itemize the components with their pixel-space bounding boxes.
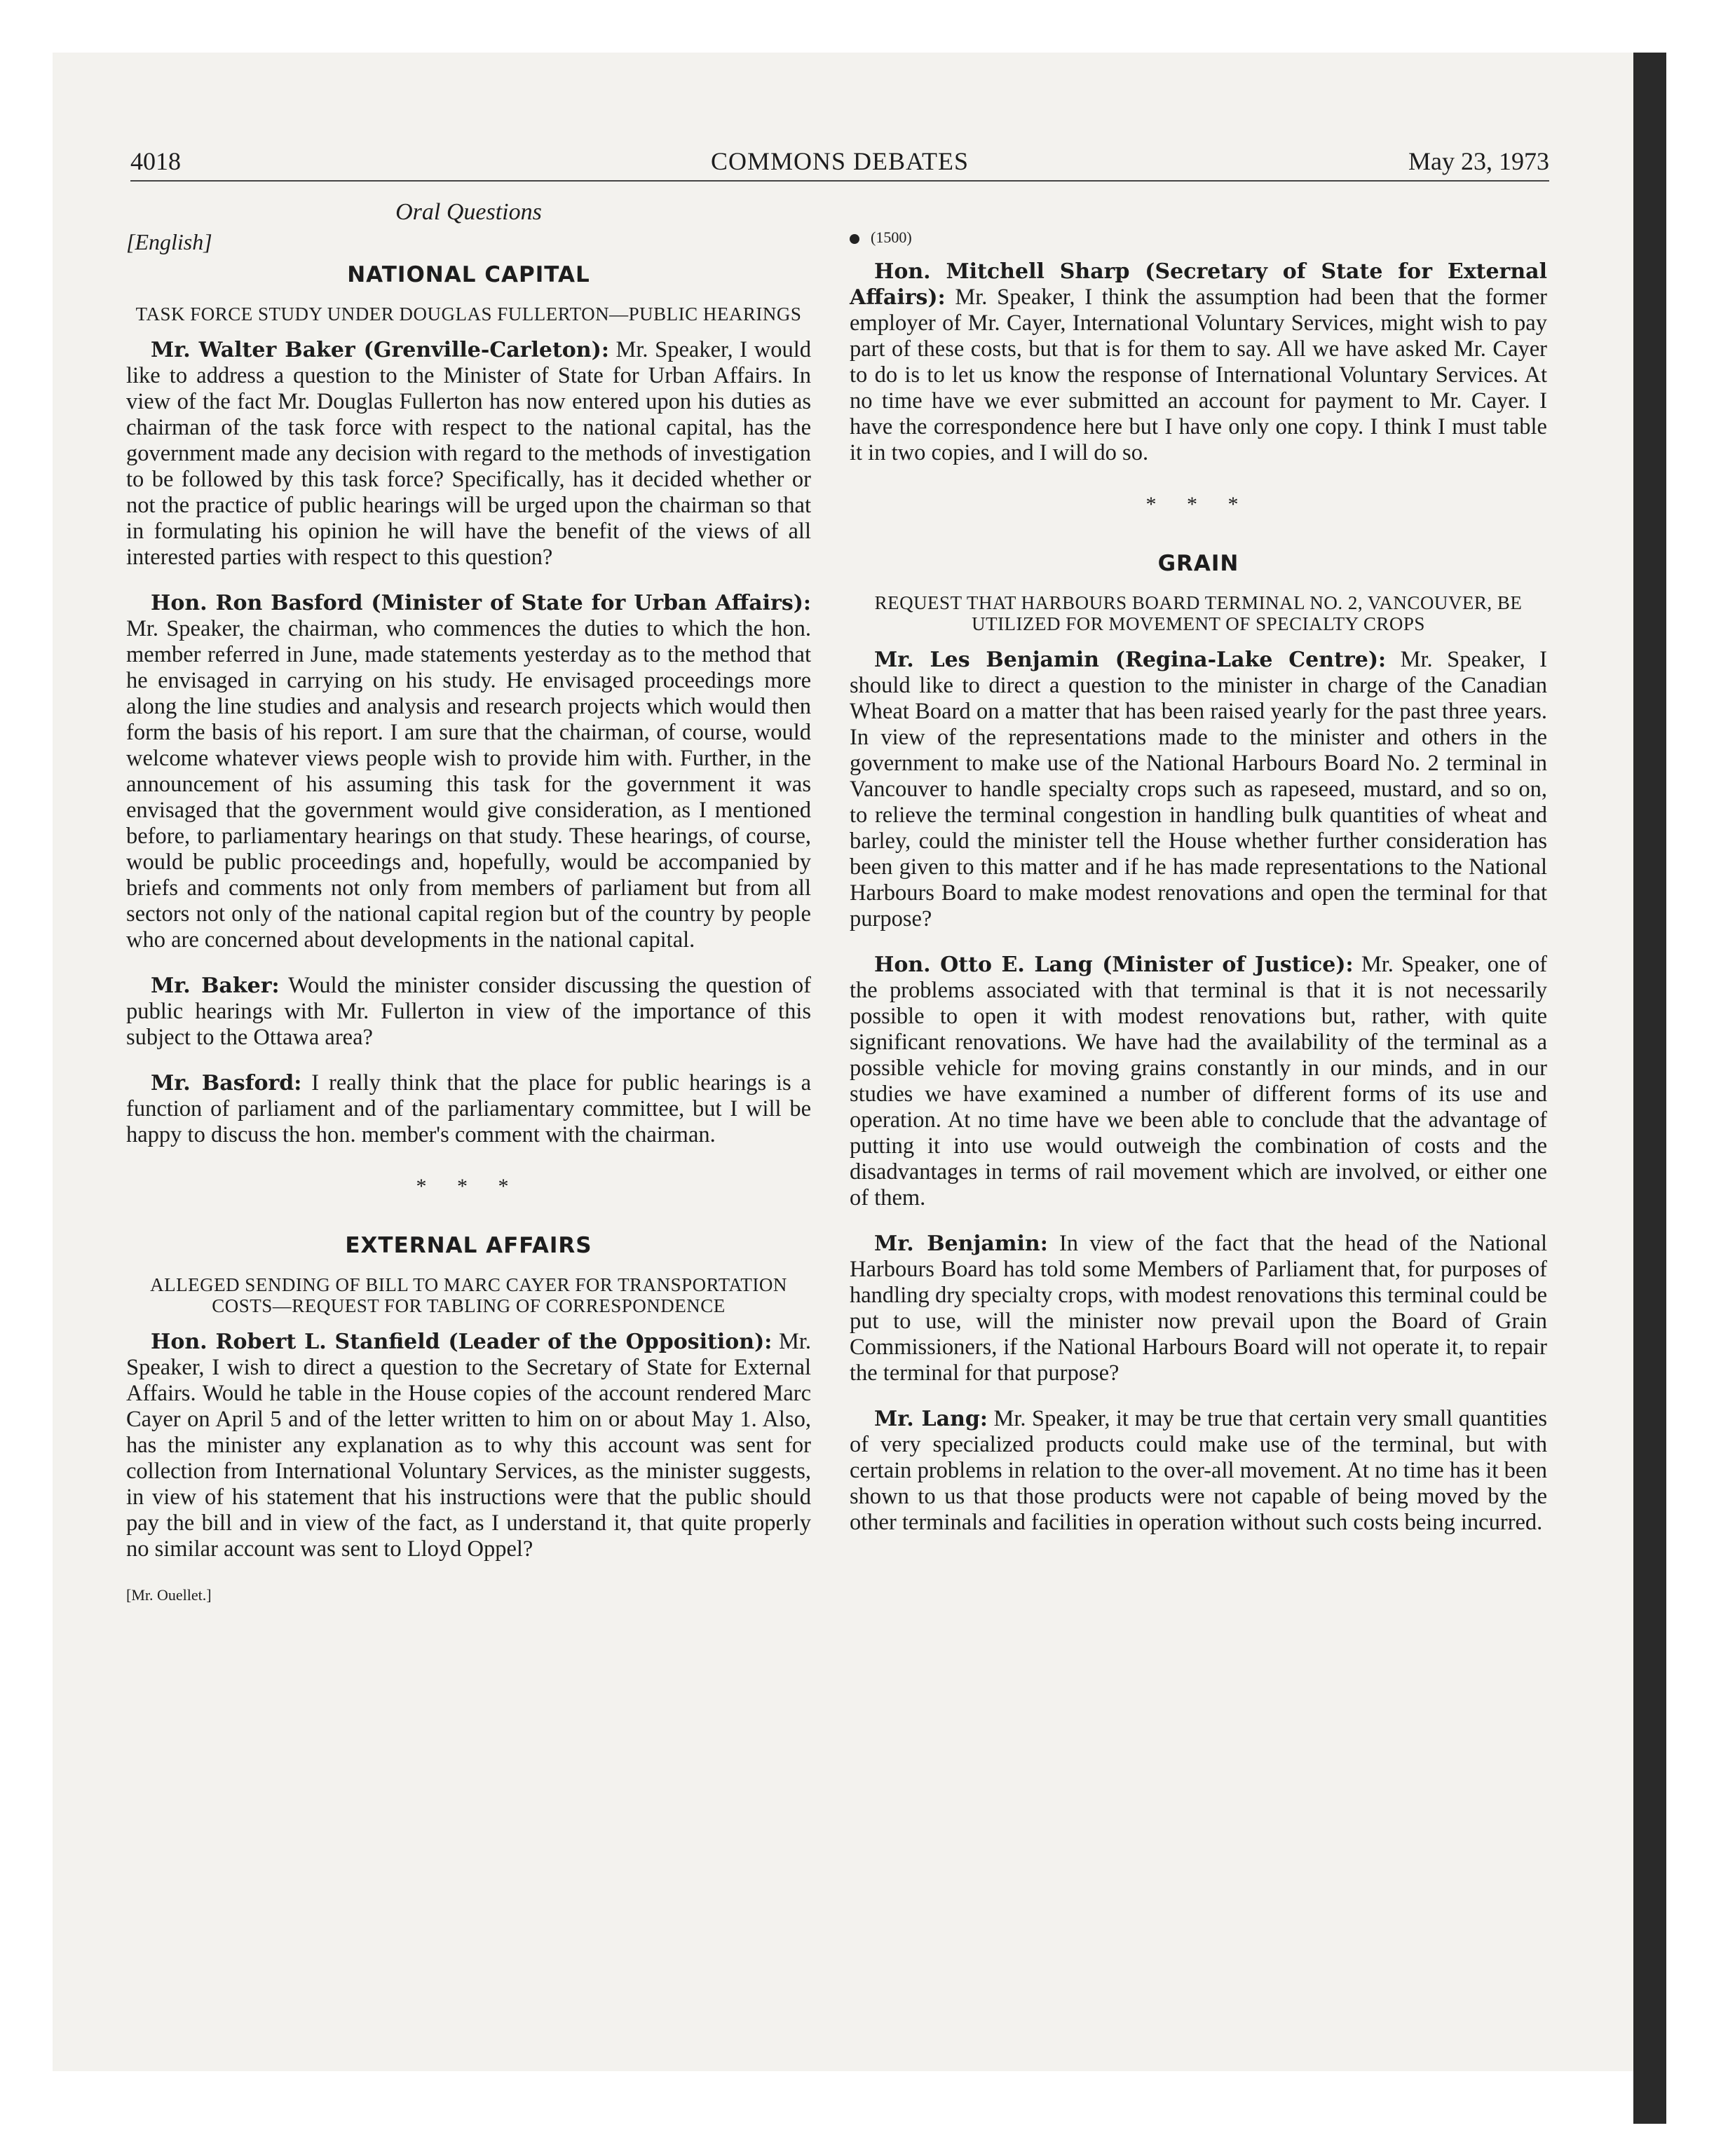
footer-note: [Mr. Ouellet.] [126,1586,212,1604]
speaker-name: Hon. Otto E. Lang (Minister of Justice): [874,953,1354,977]
speaker-name: Mr. Benjamin: [874,1231,1048,1256]
publication-date: May 23, 1973 [1408,147,1549,175]
speech-benjamin-1 [850,647,1547,932]
speech-text: Mr. Speaker, one of the problems associated with that terminal is that it is not necessarily possible to open it with modest renovations but, rather, with quite significant renovations. We have had the availability of the terminal as a possible vehicle for moving grains constantly in our minds, and in our studies we have examined a number of different forms of its use and operation. At no time have we been able to conclude that the advantage of putting it into use would outweigh the combination of costs and the disadvantages in terms of rail movement which are involved, or either one of them. [850,952,1547,1210]
section-separator: * * * [416,1175,522,1198]
time-marker-text: (1500) [871,228,912,246]
speech-text: Mr. Speaker, I think the assumption had been that the former employer of Mr. Cayer, International Voluntary Services, might wish to pay part of these costs, but that is for them to say. All we have asked Mr. Cayer to do is to let us know the response of International Voluntary Services. At no time have we ever submitted an account for payment to Mr. Cayer. I have the correspondence here but I have only one copy. I think I must table it in two copies, and I will do so. [850,285,1547,465]
speech-text: Would the minister consider discussing the question of public hearings with Mr. Fullerton in view of the importance of this subject to the Ottawa area? [126,973,812,1050]
section-heading-external-affairs: EXTERNAL AFFAIRS [345,1233,592,1258]
section-heading-national-capital: NATIONAL CAPITAL [347,262,590,287]
scan-edge-bar [1633,53,1666,2124]
section-label: Oral Questions [395,199,542,225]
time-marker [850,224,1547,250]
speech-text: Mr. Speaker, I would like to address a question to the Minister of State for Urban Affairs. In view of the fact Mr. Douglas Fullerton has now entered upon his duties as chairman of the task force with respect to the national capital, has the government made any decision with regard to the methods of investigation to be followed by this task force? Specifically, has it decided whether or not the practice of public hearings will be urged upon the chairman so that in formulating his opinion he will have the benefit of the views of all interested parties with respect to this question? [126,337,811,570]
bullet-icon [850,234,859,244]
speech-text: In view of the fact that the head of the National Harbours Board has told some Members of Parliament that, for purposes of handling dry specialty crops, with modest renovations this terminal could be put to use, will the minister now prevail upon the Board of Grain Commissioners, if the National Harbours Board will not operate it, to repair the terminal for that purpose? [850,1231,1547,1386]
speaker-name: Hon. Ron Basford (Minister of State for Urban Affairs): [151,591,811,615]
section-separator: * * * [1145,493,1251,516]
speaker-name: Mr. Les Benjamin (Regina-Lake Centre): [874,648,1387,672]
speaker-name: Mr. Lang: [874,1407,988,1431]
subheading-harbours-board: REQUEST THAT HARBOURS BOARD TERMINAL NO. 2, VANCOUVER, BE UTILIZED FOR MOVEMENT OF SPECIALTY CROPS [874,592,1523,634]
speaker-name: Hon. Robert L. Stanfield (Leader of the Opposition): [151,1330,773,1354]
speech-text: Mr. Speaker, it may be true that certain very small quantities of very specialized products could make use of the terminal, but with certain problems in relation to the over-all movement. At no time has it been shown to us that those products were not capable of being moved by the other terminals and facilities in operation without such costs being incurred. [850,1406,1547,1535]
right-column [850,199,1547,1555]
speaker-name: Mr. Baker: [151,974,280,998]
speech-stanfield-1 [126,1329,811,1562]
speech-text: Mr. Speaker, I should like to direct a question to the minister in charge of the Canadian Wheat Board on a matter that has been raised yearly for the past three years. In view of the representations made to the minister and others in the government to make use of the National Harbours Board No. 2 terminal in Vancouver to handle specialty crops such as rapeseed, mustard, and so on, to relieve the terminal congestion in handling bulk quantities of wheat and barley, could the minister tell the House whether further consideration has been given to this matter and if he has made representations to the National Harbours Board to make modest renovations and open the terminal for that purpose? [850,647,1547,932]
speech-text: I really think that the place for public hearings is a function of parliament and of the parliamentary committee, but I will be happy to discuss the hon. member's comment with the chairman. [126,1070,811,1147]
speech-basford-2 [126,1070,811,1148]
speaker-name: Mr. Walter Baker (Grenville-Carleton): [151,338,609,362]
speech-baker-2 [126,973,811,1051]
page-header [130,144,1549,182]
speech-text: Mr. Speaker, the chairman, who commences the duties to which the hon. member referred in June, made statements yesterday as to the method that he envisaged in carrying on his study. He envisaged proceedings more along the line studies and analysis and research projects which would then form the basis of his report. I am sure that the chairman, of course, would welcome whatever views people wish to provide him with. Further, in the announcement of his assuming this task for the government it was envisaged that the government would give consideration, as I mentioned before, to parliamentary hearings on that study. These hearings, of course, would be public proceedings and, hopefully, would be accompanied by briefs and comments not only from members of parliament but from all sectors not only of the national capital region but of the country by people who are concerned about developments in the national capital. [126,616,811,953]
speaker-name: Hon. Mitchell Sharp (Secretary of State for External Affairs): [850,259,1547,310]
speech-text: Mr. Speaker, I wish to direct a question to the Secretary of State for External Affairs. Would he table in the House copies of the account rendered Marc Cayer on April 5 and of the letter written to him on or about May 1. Also, has the minister any explanation as to why this account was sent for collection from International Voluntary Services, as the minister suggests, in view of his statement that his instructions were that the public should pay the bill and in view of the fact, as I understand it, that quite properly no similar account was sent to Lloyd Oppel? [126,1329,811,1562]
section-heading-grain: GRAIN [1157,551,1239,576]
left-column [126,199,811,1608]
speech-baker-1 [126,337,811,571]
speaker-name: Mr. Basford: [151,1071,302,1096]
speech-sharp-1 [850,259,1547,466]
speech-benjamin-2 [850,1231,1547,1386]
language-tag: [English] [126,229,212,254]
speech-lang-1 [850,952,1547,1211]
speech-lang-2 [850,1406,1547,1536]
subheading-marc-cayer: ALLEGED SENDING OF BILL TO MARC CAYER FOR TRANSPORTATION COSTS—REQUEST FOR TABLING OF CORRESPONDENCE [150,1274,787,1316]
page-number: 4018 [130,147,181,175]
subheading-task-force: TASK FORCE STUDY UNDER DOUGLAS FULLERTON—PUBLIC HEARINGS [135,303,802,325]
speech-basford-1 [126,590,811,953]
publication-title: COMMONS DEBATES [710,147,969,175]
